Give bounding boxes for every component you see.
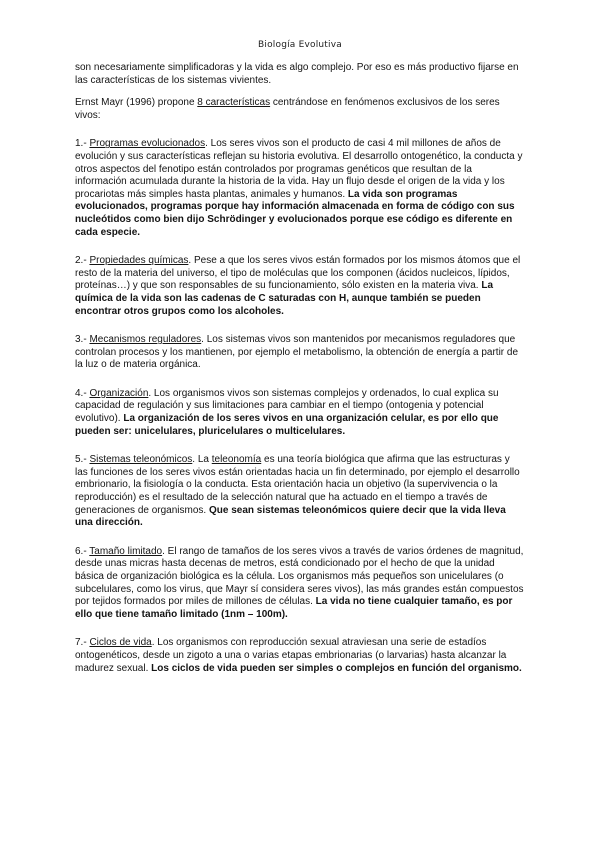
section-term: Sistemas teleonómicos: [89, 454, 193, 466]
mayr-characteristics-link[interactable]: 8 características: [197, 97, 271, 109]
section-term: Ciclos de vida: [89, 637, 152, 649]
teleonomia-link[interactable]: teleonomía: [211, 454, 262, 466]
section-bold-summary: La química de la vida son las cadenas de C saturadas con H, aunque también se pueden encontrar otros grupos como los alcoholes.: [75, 280, 494, 317]
section-text: . Los organismos vivos son sistemas complejos y ordenados, lo cual explica su capacidad de regulación y sus limitaciones para cambiar en el tiempo (ontogenia y potencial evolutivo).: [75, 387, 499, 425]
section-bold-summary: La vida son programas evolucionados, programas porque hay información almacenada en forma de código con sus nucleótidos como bien dijo Schrödinger y evolucionados porque ese código es diferente en cada especie.: [75, 188, 515, 238]
section-text-before-link: . La: [192, 454, 212, 466]
section-term: Organización: [89, 387, 149, 399]
section-1: [75, 138, 525, 239]
section-number: 2.-: [75, 255, 90, 267]
section-bold-summary: Los ciclos de vida pueden ser simples o complejos en función del organismo.: [151, 662, 522, 674]
mayr-text-after: centrándose en fenómenos exclusivos de los seres vivos:: [75, 97, 500, 121]
section-text: . Los seres vivos son el producto de casi 4 mil millones de años de evolución y sus características reflejan su historia evolutiva. El desarrollo ontogenético, la conducta y otros aspectos del fenotipo están controlados por programas genéticos que resultan de la información acumulada durante la historia de la vida. Hay un flujo desde el origen de la vida y los procariotas más simples hasta plantas, animales y humanos.: [75, 138, 523, 200]
section-text: es una teoría biológica que afirma que las estructuras y las funciones de los seres vivos están orientadas hacia un fin determinado, por ejemplo el desarrollo embrionario, la fisiología o la conducta. Esta orientación hacia un objetivo (la supervivencia o la reproducción) es el resultado de la selección natural que ha actuado en el tiempo a través de generaciones de organismos.: [75, 454, 520, 516]
section-text: . El rango de tamaños de los seres vivos a través de varios órdenes de magnitud, desde unas micras hasta decenas de metros, está condicionado por el hecho de que la unidad básica de organización biológica es la célula. Los organismos más pequeños son unicelulares (o subcelulares, como los virus, que Mayr sí considera seres vivos), las más grandes están compuestos por tejidos formados por miles de millones de células.: [75, 545, 524, 608]
section-term: Mecanismos reguladores: [89, 334, 202, 346]
section-term: Tamaño limitado: [89, 545, 163, 557]
section-number: 1.-: [75, 138, 90, 150]
section-number: 5.-: [75, 454, 90, 466]
section-term: Propiedades químicas: [89, 255, 189, 267]
section-6: [75, 546, 525, 622]
section-number: 3.-: [75, 334, 90, 346]
section-term: Programas evolucionados: [89, 138, 206, 150]
section-number: 4.-: [75, 387, 90, 399]
section-bold-summary: La vida no tiene cualquier tamaño, es por ello que tiene tamaño limitado (1nm – 100m).: [75, 596, 513, 620]
intro-paragraph: son necesariamente simplificadoras y la vida es algo complejo. Por eso es más productivo fijarse en las características de los sistemas vivientes.: [75, 62, 519, 86]
section-number: 6.-: [75, 545, 90, 557]
mayr-text-before: Ernst Mayr (1996) propone: [75, 97, 198, 109]
section-text: . Los sistemas vivos son mantenidos por mecanismos reguladores que controlan procesos y los mantienen, por ejemplo el metabolismo, la obtención de energía a partir de la luz o de materia orgánica.: [75, 334, 519, 371]
section-bold-summary: Que sean sistemas teleonómicos quiere decir que la vida lleva una dirección.: [75, 504, 506, 529]
section-3: [75, 334, 525, 372]
section-2: [75, 255, 525, 318]
section-bold-summary: La organización de los seres vivos en una organización celular, es por ello que pueden ser: unicelulares, pluricelulares o multicelulares.: [75, 413, 499, 437]
section-text: . Los organismos con reproducción sexual atraviesan una serie de estadíos ontogenéticos, desde un zigoto a una o varias etapas embrionarias (o larvarias) hasta alcanzar la madurez sexual.: [75, 637, 507, 674]
section-text: . Pese a que los seres vivos están formados por los mismos átomos que el resto de la materia del universo, el tipo de moléculas que los componen (ácidos nucleicos, lípidos, proteínas…) y que son responsables de su funcionamiento, sólo existen en la materia viva.: [75, 255, 521, 292]
mayr-paragraph: [75, 97, 525, 122]
document-body: [75, 62, 525, 691]
section-number: 7.-: [75, 637, 90, 649]
section-5: [75, 454, 525, 530]
section-4: [75, 388, 525, 438]
page-header: Biología Evolutiva: [258, 40, 342, 50]
section-7: [75, 637, 525, 675]
